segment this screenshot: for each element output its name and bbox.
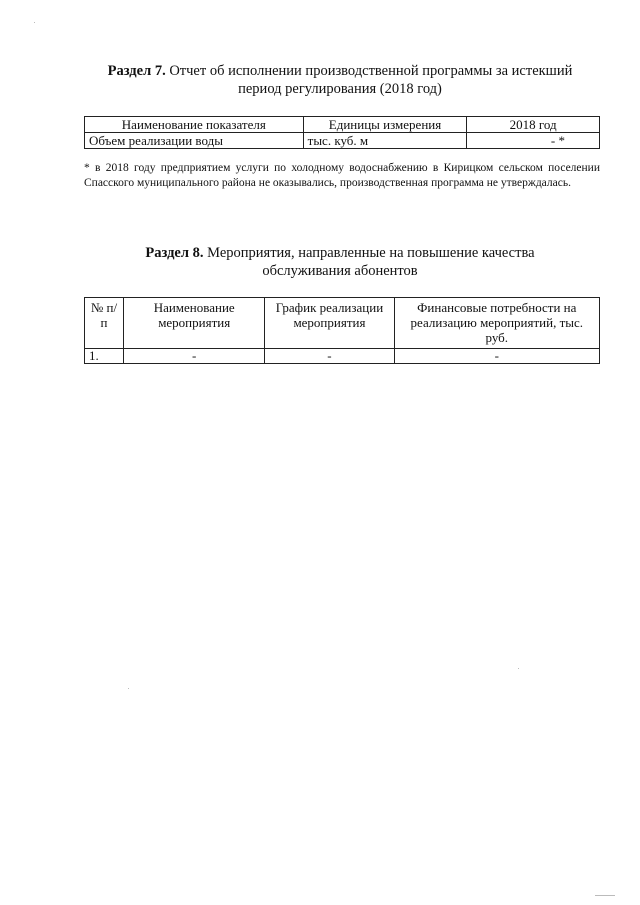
cell-financial-needs: -: [394, 349, 599, 364]
section7-number: Раздел 7.: [107, 63, 166, 79]
cell-value: - *: [467, 133, 600, 149]
table-header-row: [85, 117, 600, 133]
section7-heading: [80, 62, 600, 98]
header-number: № п/п: [85, 298, 124, 349]
table-header-row: [85, 298, 600, 349]
scan-speck: [34, 22, 35, 23]
header-schedule: График реализации мероприятия: [265, 298, 394, 349]
scan-speck: [595, 895, 615, 896]
header-units: Единицы измерения: [303, 117, 467, 133]
cell-indicator: Объем реализации воды: [85, 133, 304, 149]
scan-speck: [518, 668, 519, 669]
section8-heading-line1: [80, 244, 600, 262]
table-row: [85, 349, 600, 364]
section7-title-line2: период регулирования (2018 год): [238, 81, 442, 97]
table-row: [85, 133, 600, 149]
section7-title-line1: Отчет об исполнении производственной программы за истекший: [169, 63, 573, 79]
section7-footnote: * в 2018 году предприятием услуги по холодному водоснабжению в Кирицком сельском поселении Спасского муниципального района не оказывались, производственная программа не утверждалась.: [84, 162, 600, 189]
header-year: 2018 год: [467, 117, 600, 133]
section8-title-line1: Мероприятия, направленные на повышение качества: [207, 245, 535, 261]
section7-heading-line1: [80, 62, 600, 80]
cell-activity-name: -: [124, 349, 265, 364]
section7-table: [84, 116, 600, 149]
header-activity-name: Наименование мероприятия: [124, 298, 265, 349]
section8-number: Раздел 8.: [145, 245, 204, 261]
section8-table: [84, 297, 600, 364]
section8-title-line2: обслуживания абонентов: [262, 263, 418, 279]
cell-number: 1.: [85, 349, 124, 364]
header-indicator: Наименование показателя: [85, 117, 304, 133]
header-financial-needs: Финансовые потребности на реализацию мероприятий, тыс. руб.: [394, 298, 599, 349]
cell-units: тыс. куб. м: [303, 133, 467, 149]
scan-speck: [128, 688, 129, 689]
section8-heading: [80, 244, 600, 280]
cell-schedule: -: [265, 349, 394, 364]
